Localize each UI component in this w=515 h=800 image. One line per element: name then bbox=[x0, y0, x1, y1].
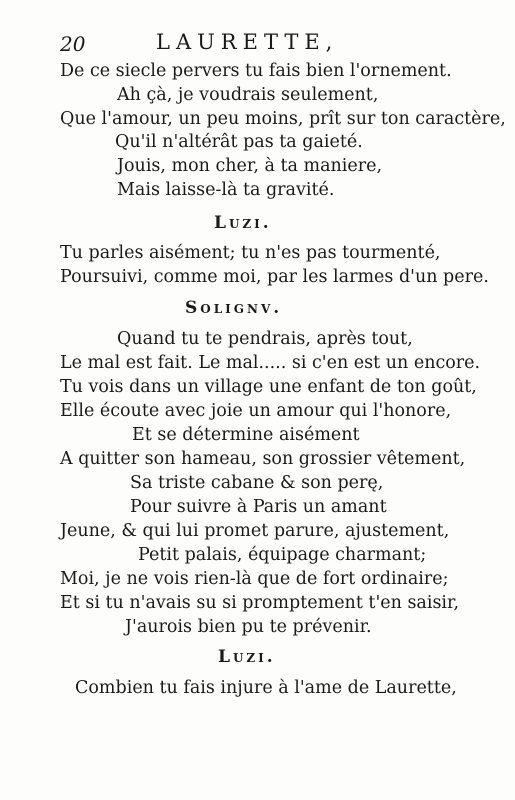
verse-line: Elle écoute avec joie un amour qui l'honore, bbox=[60, 401, 452, 421]
verse-line: Ah çà, je voudrais seulement, bbox=[117, 85, 379, 105]
verse-line: Que l'amour, un peu moins, prît sur ton caractère, bbox=[60, 109, 506, 129]
verse-line: De ce siecle pervers tu fais bien l'ornement. bbox=[60, 61, 452, 81]
verse-line: Sa triste cabane & son perę, bbox=[130, 473, 384, 493]
speaker-name: Luzi. bbox=[214, 213, 272, 233]
page-number: 20 bbox=[60, 32, 86, 56]
verse-line: Poursuivi, comme moi, par les larmes d'un pere. bbox=[60, 267, 489, 287]
running-title: LAURETTE, bbox=[156, 30, 339, 54]
verse-line: Qu'il n'altérât pas ta gaieté. bbox=[115, 132, 363, 152]
verse-line: J'aurois bien pu te prévenir. bbox=[125, 617, 372, 637]
verse-line: A quitter son hameau, son grossier vêtement, bbox=[60, 449, 466, 469]
verse-line: Et si tu n'avais su si promptement t'en saisir, bbox=[60, 593, 460, 613]
verse-line: Et se détermine aisément bbox=[132, 425, 360, 445]
verse-line: Tu vois dans un village une enfant de ton goût, bbox=[60, 377, 477, 397]
verse-line: Petit palais, équipage charmant; bbox=[138, 545, 427, 565]
verse-line: Jeune, & qui lui promet parure, ajustement, bbox=[60, 521, 450, 541]
verse-line: Mais laisse-là ta gravité. bbox=[117, 180, 335, 200]
verse-line: Quand tu te pendrais, après tout, bbox=[117, 329, 413, 349]
speaker-name: Luzi. bbox=[218, 647, 276, 667]
speaker-name: Solignv. bbox=[185, 298, 283, 318]
verse-line: Pour suivre à Paris un amant bbox=[130, 497, 387, 517]
verse-line: Jouis, mon cher, à ta maniere, bbox=[117, 156, 383, 176]
page-header bbox=[60, 30, 460, 60]
verse-line: Le mal est fait. Le mal..... si c'en est un encore. bbox=[60, 353, 481, 373]
verse-line: Combien tu fais injure à l'ame de Laurette, bbox=[75, 678, 457, 698]
verse-line: Moi, je ne vois rien-là que de fort ordinaire; bbox=[60, 569, 449, 589]
verse-line: Tu parles aisément; tu n'es pas tourmenté, bbox=[60, 243, 441, 263]
